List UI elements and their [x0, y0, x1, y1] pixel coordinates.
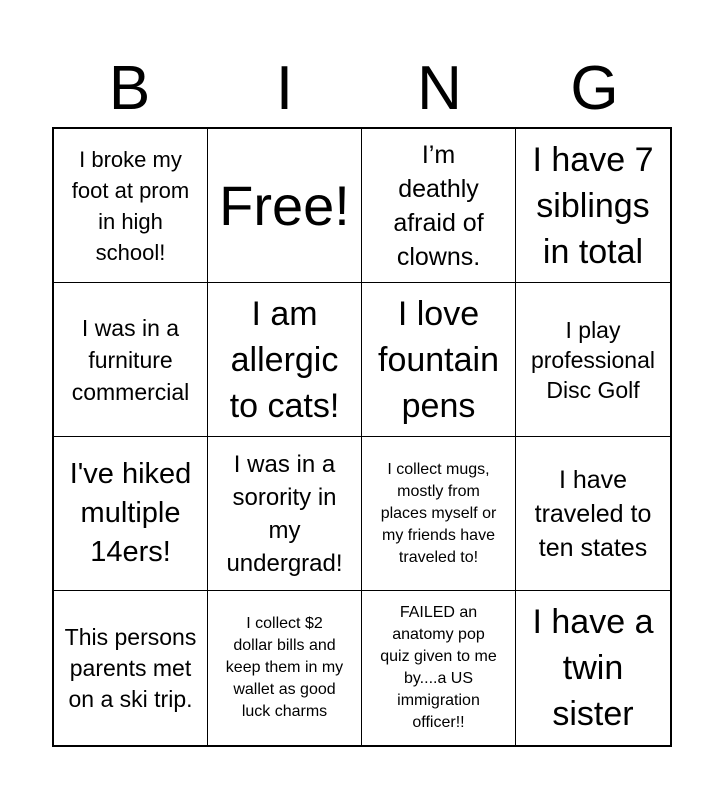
- bingo-cell[interactable]: [516, 283, 670, 437]
- cell-text: I love fountain pens: [378, 294, 499, 425]
- cell-text: I was in a sorority in my undergrad!: [226, 450, 343, 577]
- cell-text: I collect mugs, mostly from places myself or my friends have traveled to!: [380, 460, 497, 566]
- cell-text: I play professional Disc Golf: [530, 316, 656, 403]
- bingo-cell[interactable]: [516, 591, 670, 745]
- cell-text: Free!: [219, 173, 350, 237]
- header-letter-i: I: [275, 54, 294, 123]
- cell-text: I've hiked multiple 14ers!: [69, 458, 192, 568]
- header-letter-b: B: [108, 54, 151, 123]
- bingo-cell[interactable]: [516, 437, 670, 591]
- cell-text: I broke my foot at prom in high school!: [71, 146, 190, 265]
- bingo-header: [52, 52, 672, 126]
- cell-text: I have a twin sister: [532, 603, 654, 733]
- cell-text: I have 7 siblings in total: [532, 140, 654, 271]
- cell-text: I collect $2 dollar bills and keep them in my wallet as good luck charms: [225, 615, 344, 720]
- bingo-cell[interactable]: [362, 283, 516, 437]
- cell-text: I was in a furniture commercial: [71, 314, 190, 405]
- bingo-cell[interactable]: [516, 129, 670, 283]
- bingo-cell[interactable]: [208, 437, 362, 591]
- bingo-cell[interactable]: [54, 129, 208, 283]
- bingo-cell[interactable]: [362, 591, 516, 745]
- cell-text: I have traveled to ten states: [534, 465, 652, 562]
- bingo-cell[interactable]: [208, 591, 362, 745]
- cell-text: This persons parents met on a ski trip.: [64, 623, 197, 712]
- bingo-cell[interactable]: [362, 129, 516, 283]
- bingo-cell[interactable]: [362, 437, 516, 591]
- bingo-cell[interactable]: [54, 283, 208, 437]
- header-letter-n: N: [417, 54, 462, 123]
- cell-text: I am allergic to cats!: [229, 294, 340, 425]
- bingo-cell-free[interactable]: [208, 129, 362, 283]
- bingo-cell[interactable]: [54, 591, 208, 745]
- bingo-cell[interactable]: [208, 283, 362, 437]
- cell-text: I’m deathly afraid of clowns.: [393, 140, 484, 271]
- bingo-cell[interactable]: [54, 437, 208, 591]
- bingo-board: [52, 127, 672, 747]
- header-letter-g: G: [570, 54, 619, 123]
- cell-text: FAILED an anatomy pop quiz given to me by....a US immigration officer!!: [380, 604, 497, 731]
